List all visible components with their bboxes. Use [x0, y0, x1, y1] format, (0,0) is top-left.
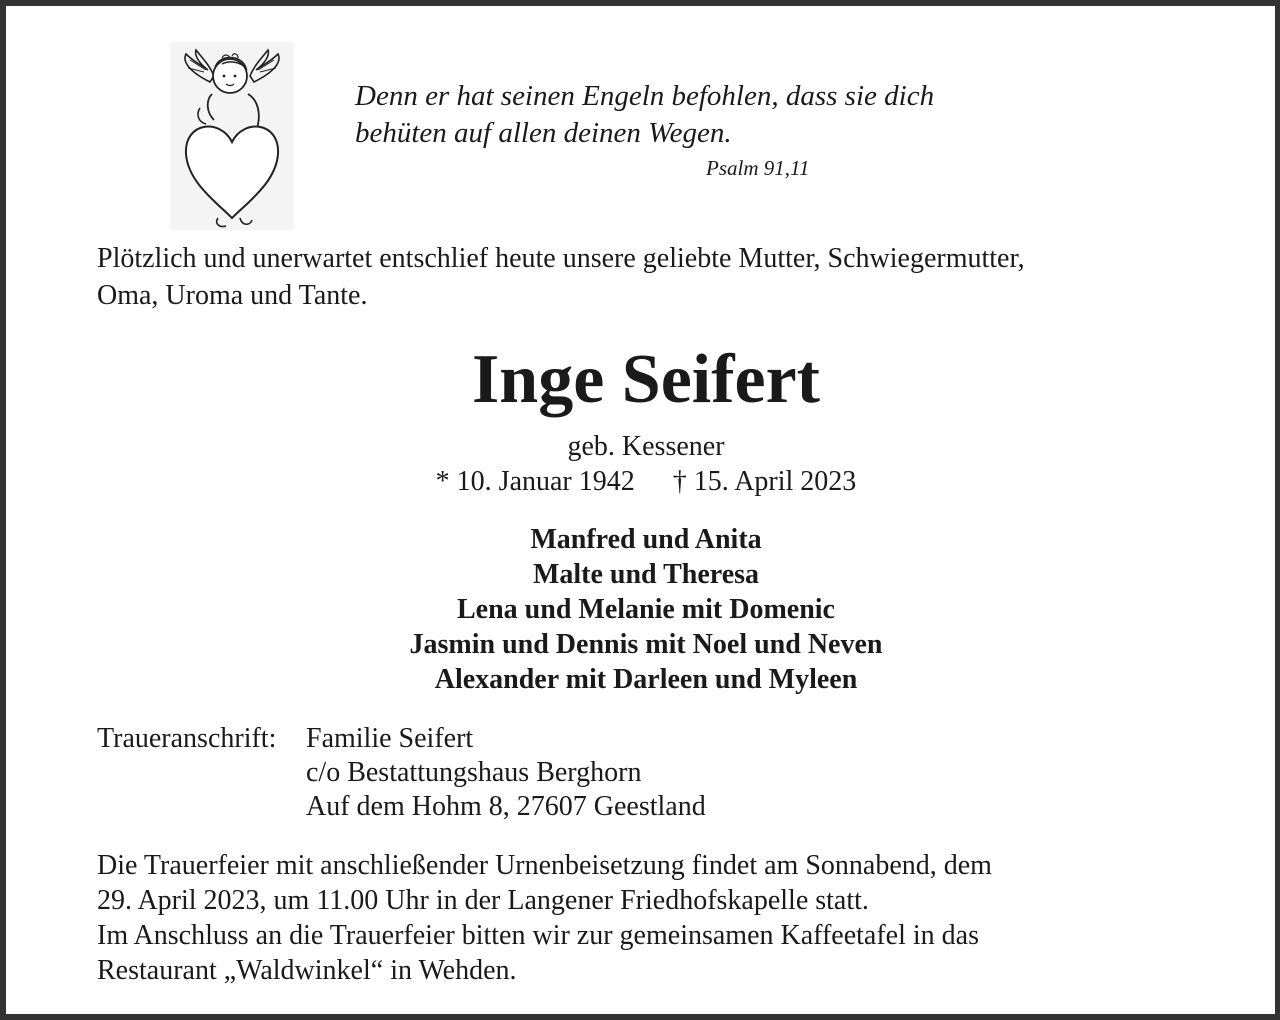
mourner-line: Jasmin und Dennis mit Noel und Neven — [409, 629, 883, 660]
verse-reference: Psalm 91,11 — [706, 156, 810, 180]
reception-paragraph — [97, 918, 1197, 988]
address-label: Traueranschrift: — [97, 723, 277, 754]
address-lines — [306, 722, 706, 824]
verse-line-1: Denn er hat seinen Engeln befohlen, dass sie dich — [355, 80, 935, 112]
verse-line-2: behüten auf allen deinen Wegen. — [355, 117, 732, 149]
mourner-line: Alexander mit Darleen und Myleen — [434, 664, 858, 695]
mourners-list — [6, 522, 1280, 697]
intro-text — [97, 240, 1197, 314]
service-line: 29. April 2023, um 11.00 Uhr in der Langener Friedhofskapelle statt. — [97, 885, 869, 916]
reception-line: Im Anschluss an die Trauerfeier bitten wir zur gemeinsamen Kaffeetafel in das — [97, 920, 979, 951]
service-line: Die Trauerfeier mit anschließender Urnenbeisetzung findet am Sonnabend, dem — [97, 850, 992, 881]
reception-line: Restaurant „Waldwinkel“ in Wehden. — [97, 955, 517, 986]
bible-verse — [355, 78, 1055, 152]
mourner-line: Lena und Melanie mit Domenic — [457, 594, 835, 625]
address-line: Auf dem Hohm 8, 27607 Geestland — [306, 791, 706, 822]
angel-with-heart-icon — [170, 42, 294, 230]
service-paragraph — [97, 848, 1197, 918]
birth-name: geb. Kessener — [567, 431, 725, 462]
funeral-service-info — [97, 848, 1197, 988]
address-line: c/o Bestattungshaus Berghorn — [306, 757, 642, 788]
mourner-line: Malte und Theresa — [532, 559, 760, 590]
death-date: † 15. April 2023 — [672, 466, 857, 497]
deceased-name: Inge Seifert — [472, 341, 820, 418]
intro-line-1: Plötzlich und unerwartet entschlief heute unsere geliebte Mutter, Schwiegermutter, — [97, 243, 1025, 274]
life-dates — [6, 465, 1280, 499]
intro-line-2: Oma, Uroma und Tante. — [97, 280, 368, 311]
mourner-line: Manfred und Anita — [530, 524, 762, 555]
birth-date: * 10. Januar 1942 — [435, 466, 635, 497]
address-line: Familie Seifert — [306, 723, 474, 754]
